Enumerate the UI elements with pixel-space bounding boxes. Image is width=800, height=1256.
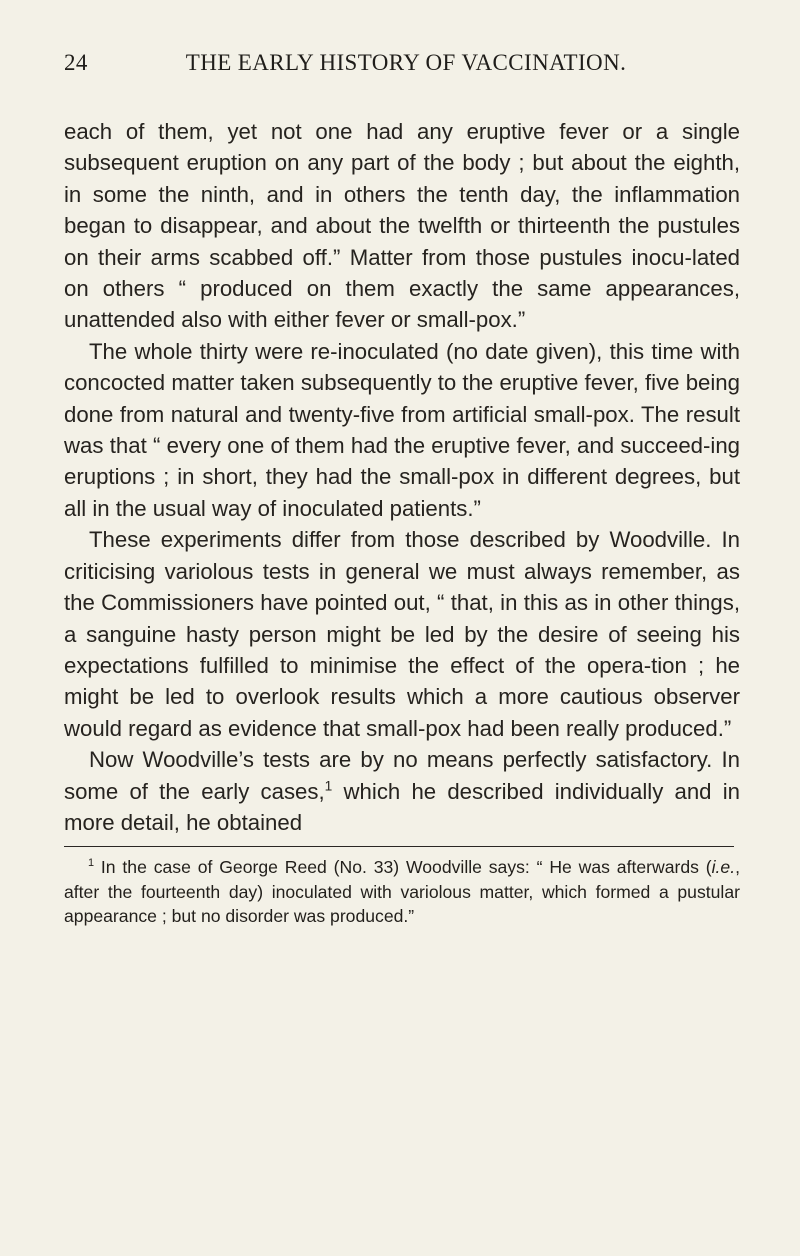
footnote-reference: 1 <box>324 778 333 794</box>
paragraph-woodville-tests <box>64 744 740 838</box>
footnote-separator <box>64 846 734 847</box>
running-head <box>64 50 740 90</box>
footnote-text-start: In the case of George Reed (No. 33) Woodville says: “ He was afterwards ( <box>94 857 712 878</box>
paragraph-reinoculation: The whole thirty were re-inoculated (no date given), this time with concocted matter taken subsequently to the eruptive fever, five being done from natural and twenty-five from artificial small-pox. The result was that “ every one of them had the eruptive fever, and succeed-ing eruptions ; in short, they had the small-pox in different degrees, but all in the usual way of inoculated patients.” <box>64 338 740 521</box>
running-title: THE EARLY HISTORY OF VACCINATION. <box>185 50 627 75</box>
paragraph-text-after-ref: which he described individually and in more detail, he obtained <box>64 778 740 835</box>
book-page <box>64 50 740 929</box>
paragraph-experiments: These experiments differ from those described by Woodville. In criticising variolous tests in general we must always remember, as the Commissioners have pointed out, “ that, in this as in other things, a sanguine hasty person might be led by the desire of seeing his expectations fulfilled to minimise the effect of the opera-tion ; he might be led to overlook results which a more cautious observer would regard as evidence that small-pox had been really produced.” <box>64 527 740 741</box>
footnote-text-end: , after the fourteenth day) inoculated with variolous matter, which formed a pustular appearance ; but no disorder was produced.” <box>64 857 740 927</box>
footnote-mark: 1 <box>88 857 95 870</box>
paragraph-continued: each of them, yet not one had any eruptive fever or a single subsequent eruption on any part of the body ; but about the eighth, in some the ninth, and in others the tenth day, the inflammation began to disappear, and about the twelfth or thirteenth the pustules on their arms scabbed off.” Matter from those pustules inocu-lated on others “ produced on them exactly the same appearances, unattended also with either fever or small-pox.” <box>64 119 740 333</box>
page-number: 24 <box>64 50 88 75</box>
paragraph-text-before-ref: Now Woodville’s tests are by no means perfectly satisfactory. In some of the early cases, <box>64 747 740 804</box>
body-text <box>64 116 740 838</box>
footnote <box>64 855 740 929</box>
footnote-italic-abbrev: i.e. <box>711 857 736 878</box>
